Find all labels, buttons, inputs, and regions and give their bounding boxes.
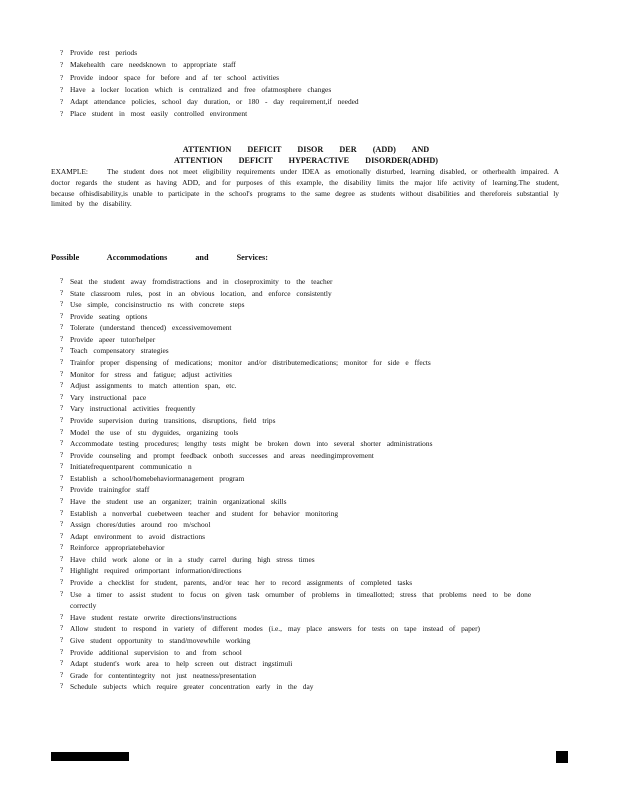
list-item-text: Seat the student away fromdistractions and in closeproximity to the teacher xyxy=(70,277,333,286)
list-item-text: Adapt attendance policies, school day duration, or 180 - day requirement,if needed xyxy=(70,97,359,107)
bullet-marker: ? xyxy=(60,346,64,355)
list-item xyxy=(60,589,558,612)
list-item-text: Establish a nonverbal cuebetween teacher and student for behavior monitoring xyxy=(70,508,339,518)
physical-accommodations-list xyxy=(60,47,558,121)
bullet-marker: ? xyxy=(60,404,64,413)
list-item xyxy=(60,276,558,288)
bullet-marker: ? xyxy=(60,61,64,70)
list-item-text: Use simple, concisinstructio ns with concrete steps xyxy=(70,300,245,310)
bullet-marker: ? xyxy=(60,110,64,119)
bullet-marker: ? xyxy=(60,508,64,517)
list-item-text: Provide rest periods xyxy=(70,48,138,57)
list-item-text: Highlight required orimportant information/directions xyxy=(70,566,242,576)
list-item xyxy=(60,438,558,450)
list-item-text: Initiatefrequentparent communicatio n xyxy=(70,462,192,472)
list-item xyxy=(60,345,558,357)
list-item-text: Provide additional supervision to and from school xyxy=(70,647,242,657)
bullet-marker: ? xyxy=(60,589,64,598)
list-item-text: Use a timer to assist student to focus on given task ornumber of problems in timeallotted; stress that problems need to be done correctly xyxy=(70,589,532,611)
list-item-text: Have student restate orwrite directions/instructions xyxy=(70,612,237,622)
bullet-marker: ? xyxy=(60,462,64,471)
list-item-text: Accommodate testing procedures; lengthy tests might be broken down into several shorter administrations xyxy=(70,439,433,449)
bullet-marker: ? xyxy=(60,450,64,459)
list-item-text: Have child work alone or in a study carrel during high stress times xyxy=(70,554,315,564)
bullet-marker: ? xyxy=(60,473,64,482)
bullet-marker: ? xyxy=(60,578,64,587)
list-item-text: State classroom rules, post in an obvious location, and enforce consistently xyxy=(70,288,332,298)
bullet-marker: ? xyxy=(60,647,64,656)
footer-bar xyxy=(51,752,129,761)
accommodations-heading: Possible Accommodations and Services: xyxy=(51,253,268,262)
list-item xyxy=(60,612,558,624)
list-item xyxy=(60,531,558,543)
bullet-marker: ? xyxy=(60,415,64,424)
bullet-marker: ? xyxy=(60,566,64,575)
bullet-marker: ? xyxy=(60,659,64,668)
bullet-marker: ? xyxy=(60,311,64,320)
list-item-text: Provide indoor space for before and af ter school activities xyxy=(70,72,280,82)
list-item xyxy=(60,96,558,108)
list-item xyxy=(60,647,558,659)
list-item xyxy=(60,542,558,554)
list-item-text: Vary instructional pace xyxy=(70,392,147,402)
bullet-marker: ? xyxy=(60,543,64,552)
list-item xyxy=(60,322,558,334)
list-item-text: Provide counseling and prompt feedback onboth successes and areas needingimprovement xyxy=(70,450,374,460)
section-heading-line-1: ATTENTION DEFICIT DISOR DER (ADD) AND xyxy=(182,145,430,154)
bullet-marker: ? xyxy=(60,277,64,285)
bullet-marker: ? xyxy=(60,520,64,529)
bullet-marker: ? xyxy=(60,49,64,57)
bullet-marker: ? xyxy=(60,612,64,621)
list-item xyxy=(60,658,558,670)
list-item-text: Provide a checklist for student, parents, and/or teac her to record assignments of completed tasks xyxy=(70,578,413,588)
list-item-text: Vary instructional activities frequently xyxy=(70,404,196,414)
list-item xyxy=(60,508,558,520)
example-label: EXAMPLE: xyxy=(51,167,88,176)
list-item xyxy=(60,334,558,346)
list-item-text: Model the use of stu dyguides, organizing tools xyxy=(70,427,239,437)
bullet-marker: ? xyxy=(60,85,64,94)
bullet-marker: ? xyxy=(60,358,64,367)
list-item-text: Makehealth care needsknown to appropriate staff xyxy=(70,60,236,70)
list-item-text: Tolerate (understand thenced) excessivemovement xyxy=(70,323,232,333)
bullet-marker: ? xyxy=(60,288,64,297)
list-item xyxy=(60,635,558,647)
list-item xyxy=(60,380,558,392)
list-item-text: Adapt student's work area to help screen out distract ingstimuli xyxy=(70,659,293,669)
list-item-text: Provide apeer tutor/helper xyxy=(70,334,156,344)
list-item-text: Have a locker location which is centralized and free ofatmosphere changes xyxy=(70,84,332,94)
list-item xyxy=(60,84,558,96)
list-item-text: Have the student use an organizer; trainin organizational skills xyxy=(70,496,287,506)
list-item xyxy=(60,565,558,577)
list-item xyxy=(60,519,558,531)
list-item xyxy=(60,108,558,120)
list-item-text: Adapt environment to avoid distractions xyxy=(70,531,206,541)
bullet-marker: ? xyxy=(60,427,64,436)
list-item xyxy=(60,484,558,496)
list-item-text: Provide trainingfor staff xyxy=(70,485,150,495)
list-item xyxy=(60,299,558,311)
list-item-text: Allow student to respond in variety of different modes (i.e., may place answers for tests on tape instead of paper) xyxy=(70,624,480,634)
bullet-marker: ? xyxy=(60,531,64,540)
list-item xyxy=(60,427,558,439)
bullet-marker: ? xyxy=(60,635,64,644)
list-item xyxy=(60,403,558,415)
list-item xyxy=(60,311,558,323)
list-item-text: Grade for contentintegrity not just neatness/presentation xyxy=(70,670,257,680)
bullet-marker: ? xyxy=(60,98,64,107)
example-text: The student does not meet eligibility requirements under IDEA as emotionally disturbed, learning disabled, or otherhealth impaired. A doctor regards the student as having ADD, and for purposes of this example, the disability limits the major life activity of learning.The student, because ofhisdisability,is unable to participate in the school's programs to the same degree as students without disabilities and thereforeis substantial ly limited by the disability. xyxy=(51,167,559,209)
list-item-text: Assign chores/duties around roo m/school xyxy=(70,520,211,530)
bullet-marker: ? xyxy=(60,300,64,309)
list-item-text: Trainfor proper dispensing of medications; monitor and/or distributemedications; monitor for side e ffects xyxy=(70,358,431,368)
bullet-marker: ? xyxy=(60,381,64,390)
list-item xyxy=(60,681,558,693)
list-item-text: Monitor for stress and fatigue; adjust activities xyxy=(70,369,232,379)
list-item xyxy=(60,461,558,473)
list-item xyxy=(60,357,558,369)
bullet-marker: ? xyxy=(60,670,64,679)
footer-box xyxy=(556,751,568,763)
list-item-text: Establish a school/homebehaviormanagement program xyxy=(70,473,245,483)
bullet-marker: ? xyxy=(60,554,64,563)
list-item xyxy=(60,496,558,508)
bullet-marker: ? xyxy=(60,73,64,82)
list-item xyxy=(60,577,558,589)
bullet-marker: ? xyxy=(60,323,64,332)
bullet-marker: ? xyxy=(60,369,64,378)
list-item xyxy=(60,392,558,404)
list-item xyxy=(60,554,558,566)
list-item xyxy=(60,288,558,300)
list-item xyxy=(60,415,558,427)
bullet-marker: ? xyxy=(60,392,64,401)
list-item-text: Reinforce appropriatebehavior xyxy=(70,543,165,553)
list-item xyxy=(60,473,558,485)
bullet-marker: ? xyxy=(60,682,64,691)
bullet-marker: ? xyxy=(60,485,64,494)
list-item-text: Schedule subjects which require greater concentration early in the day xyxy=(70,682,314,692)
bullet-marker: ? xyxy=(60,334,64,343)
bullet-marker: ? xyxy=(60,439,64,448)
list-item-text: Teach compensatory strategies xyxy=(70,346,169,356)
list-item-text: Give student opportunity to stand/movewhile working xyxy=(70,635,251,645)
list-item xyxy=(60,670,558,682)
bullet-marker: ? xyxy=(60,496,64,505)
list-item xyxy=(60,47,558,59)
list-item xyxy=(60,623,558,635)
list-item xyxy=(60,59,558,71)
bullet-marker: ? xyxy=(60,624,64,633)
list-item-text: Adjust assignments to match attention span, etc. xyxy=(70,381,237,391)
list-item xyxy=(60,450,558,462)
accommodations-list xyxy=(60,276,558,693)
list-item xyxy=(60,369,558,381)
example-paragraph xyxy=(51,167,559,210)
list-item-text: Provide seating options xyxy=(70,311,148,321)
section-heading-line-2: ATTENTION DEFICIT HYPERACTIVE DISORDER(ADHD) xyxy=(174,156,438,165)
list-item-text: Provide supervision during transitions, disruptions, field trips xyxy=(70,415,276,425)
list-item-text: Place student in most easily controlled environment xyxy=(70,109,248,119)
list-item xyxy=(60,72,558,84)
